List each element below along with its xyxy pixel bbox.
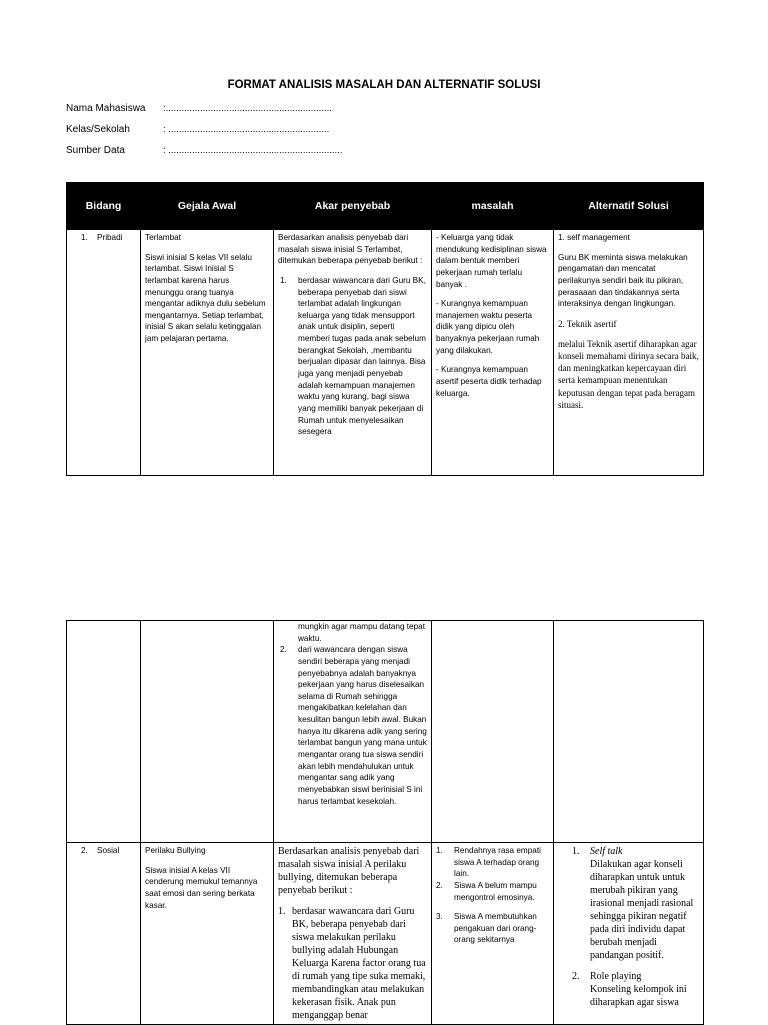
masalah-item-text: Siswa A membutuhkan pengakuan dari orang-orang sekitarnya — [454, 912, 537, 945]
masalah-item: - Kurangnya kemampuan manajemen waktu peserta didik yang dipicu oleh banyaknya pekerjaan rumah yang dilakukan. — [436, 299, 540, 355]
gejala-title: Terlambat — [145, 233, 181, 242]
cell-bidang — [67, 621, 141, 843]
akar-item-text: mungkin agar mampu datang tepat waktu. — [298, 622, 425, 643]
header-gejala: Gejala Awal — [141, 183, 274, 230]
akar-intro: Berdasarkan analisis penyebab dari masalah siswa inisial A perilaku bullying, ditemukan beberapa penyebab berikut : — [278, 846, 420, 896]
masalah-item-number: 3. — [436, 912, 443, 922]
masalah-item: - Keluarga yang tidak mendukung kedisiplinan siswa dalam bentuk memberi pekerjaan rumah terlalu banyak . — [436, 233, 547, 289]
solusi-number: 1. — [572, 846, 580, 857]
akar-item-number: 1. — [280, 275, 287, 285]
cell-akar — [274, 843, 432, 1025]
akar-intro: Berdasarkan analisis penyebab dari masalah siswa inisial S Terlambat, ditemukan beberapa penyebab berikut : — [278, 233, 423, 266]
cell-akar — [274, 230, 432, 476]
header-akar: Akar penyebab — [274, 183, 432, 230]
akar-item-number: 1. — [278, 906, 286, 917]
analysis-table-page2 — [66, 620, 704, 1025]
info-label-kelas: Kelas/Sekolah — [66, 124, 130, 135]
solusi-text: Konseling kelompok ini diharapkan agar siswa — [590, 984, 687, 1008]
solusi-number: 2. — [572, 971, 580, 982]
cell-akar — [274, 621, 432, 843]
solusi-title: 2. Teknik asertif — [558, 318, 617, 329]
masalah-item-text: Rendahnya rasa empati siswa A terhadap orang lain. — [454, 846, 541, 879]
cell-bidang — [67, 843, 141, 1025]
bidang-label: Pribadi — [97, 233, 123, 242]
gejala-title: Perilaku Bullying — [145, 846, 206, 855]
akar-item-text: dari wawancara dengan siswa sendiri beberapa yang menjadi penyebabnya adalah banyaknya pekerjaan yang harus diselesaikan selama di Rumah sehingga mengakibatkan kelelahan dan kesulitan bangun lebih awal. Bukan hanya itu dikarena adik yang sering terlambat bangun yang mana untuk mengantar orang tua siswa sendiri akan lebih mendahulukan untuk mengantar sang adik yang menyebabkan siswi berinisial S ini harus terlambat kesekolah. — [298, 645, 427, 806]
akar-item-text: berdasar wawancara dari Guru BK, beberapa penyebab dari siswa melakukan perilaku bullying adalah Hubungan Keluarga Karena factor orang tua di rumah yang tipe suka memaki, membandingkan atau melakukan kekerasan fisik. Anak pun menganggap benar — [292, 906, 426, 1021]
cell-solusi — [554, 843, 704, 1025]
page-title: FORMAT ANALISIS MASALAH DAN ALTERNATIF SOLUSI — [227, 79, 541, 91]
cell-gejala — [141, 230, 274, 476]
cell-solusi — [554, 230, 704, 476]
header-masalah: masalah — [432, 183, 554, 230]
table-row — [67, 843, 704, 1025]
table-row — [67, 230, 704, 476]
table-header-row — [67, 183, 704, 230]
solusi-text: melalui Teknik asertif diharapkan agar konseli memahami dirinya secara baik, dan meningkatkan kepercayaan diri serta kemampuan menentukan keputusan dengan tepat pada beragam situasi. — [558, 338, 699, 410]
cell-bidang — [67, 230, 141, 476]
bidang-number: 1. — [81, 233, 88, 242]
masalah-item-number: 1. — [436, 846, 443, 855]
solusi-title: 1. self management — [558, 233, 630, 242]
solusi-text: Dilakukan agar konseli diharapkan untuk untuk merubah pikiran yang irasional menjadi rasional sehingga pikiran negatif pada diri individu dapat berubah menjadi pandangan positif. — [590, 859, 694, 961]
solusi-text: Guru BK meminta siswa melakukan pengamatan dan mencatat perilakunya sendiri baik itu pikiran, perasaaan dan tindakannya serta interaksinya dengan lingkungan. — [558, 252, 688, 309]
info-label-nama: Nama Mahasiswa — [66, 103, 146, 114]
cell-gejala — [141, 621, 274, 843]
akar-item-text: berdasar wawancara dari Guru BK, beberapa penyebab dari siswi terlambat adalah lingkungan keluarga yang tidak mensupport anak untuk disiplin, seperti memberi tugas pada anak sebelum berangkat Sekolah, ,membantu berjualan dipasar dan lainnya. Bisa juga yang menjadi penyebab adalah kemampuan manajemen waktu yang kurang, bagi siswa yang memiliki banyak pekerjaan di Rumah untuk menyelesaikan sesegera — [298, 275, 426, 437]
cell-solusi — [554, 621, 704, 843]
cell-gejala — [141, 843, 274, 1025]
cell-masalah — [432, 230, 554, 476]
info-value-sumber: : .................................................................. — [163, 145, 343, 156]
analysis-table-page1 — [66, 182, 704, 476]
akar-item-number: 2. — [280, 645, 287, 655]
cell-masalah — [432, 843, 554, 1025]
info-value-nama: :............................................................... — [163, 103, 332, 114]
cell-masalah — [432, 621, 554, 843]
info-label-sumber: Sumber Data — [66, 145, 125, 156]
bidang-number: 2. — [81, 846, 88, 855]
gejala-text: Siswi inisial S kelas VII selalu terlambat. Siswi Inisial S terlambat karena harus menunggu orang tuanya mengantar adiknya dulu sebelum mengantarnya. Setiap terlambat, inisial S akan selalu ketinggalan jam pelajaran pertama. — [145, 252, 266, 344]
masalah-item-text: Siswa A belum mampu mengontrol emosinya. — [454, 880, 537, 902]
solusi-title: Role playing — [590, 971, 642, 982]
header-bidang: Bidang — [67, 183, 141, 230]
table-row — [67, 621, 704, 843]
masalah-item-number: 2. — [436, 880, 443, 890]
masalah-item: - Kurangnya kemampuan asertif peserta didik terhadap keluarga. — [436, 365, 542, 398]
info-value-kelas: : ............................................................. — [163, 124, 330, 135]
gejala-text: Siswa inisial A kelas VII cenderung memukul temannya saat emosi dan sering berkata kasar. — [145, 865, 258, 910]
solusi-title: Self talk — [590, 846, 623, 857]
header-solusi: Alternatif Solusi — [554, 183, 704, 230]
bidang-label: Sosial — [97, 846, 120, 855]
